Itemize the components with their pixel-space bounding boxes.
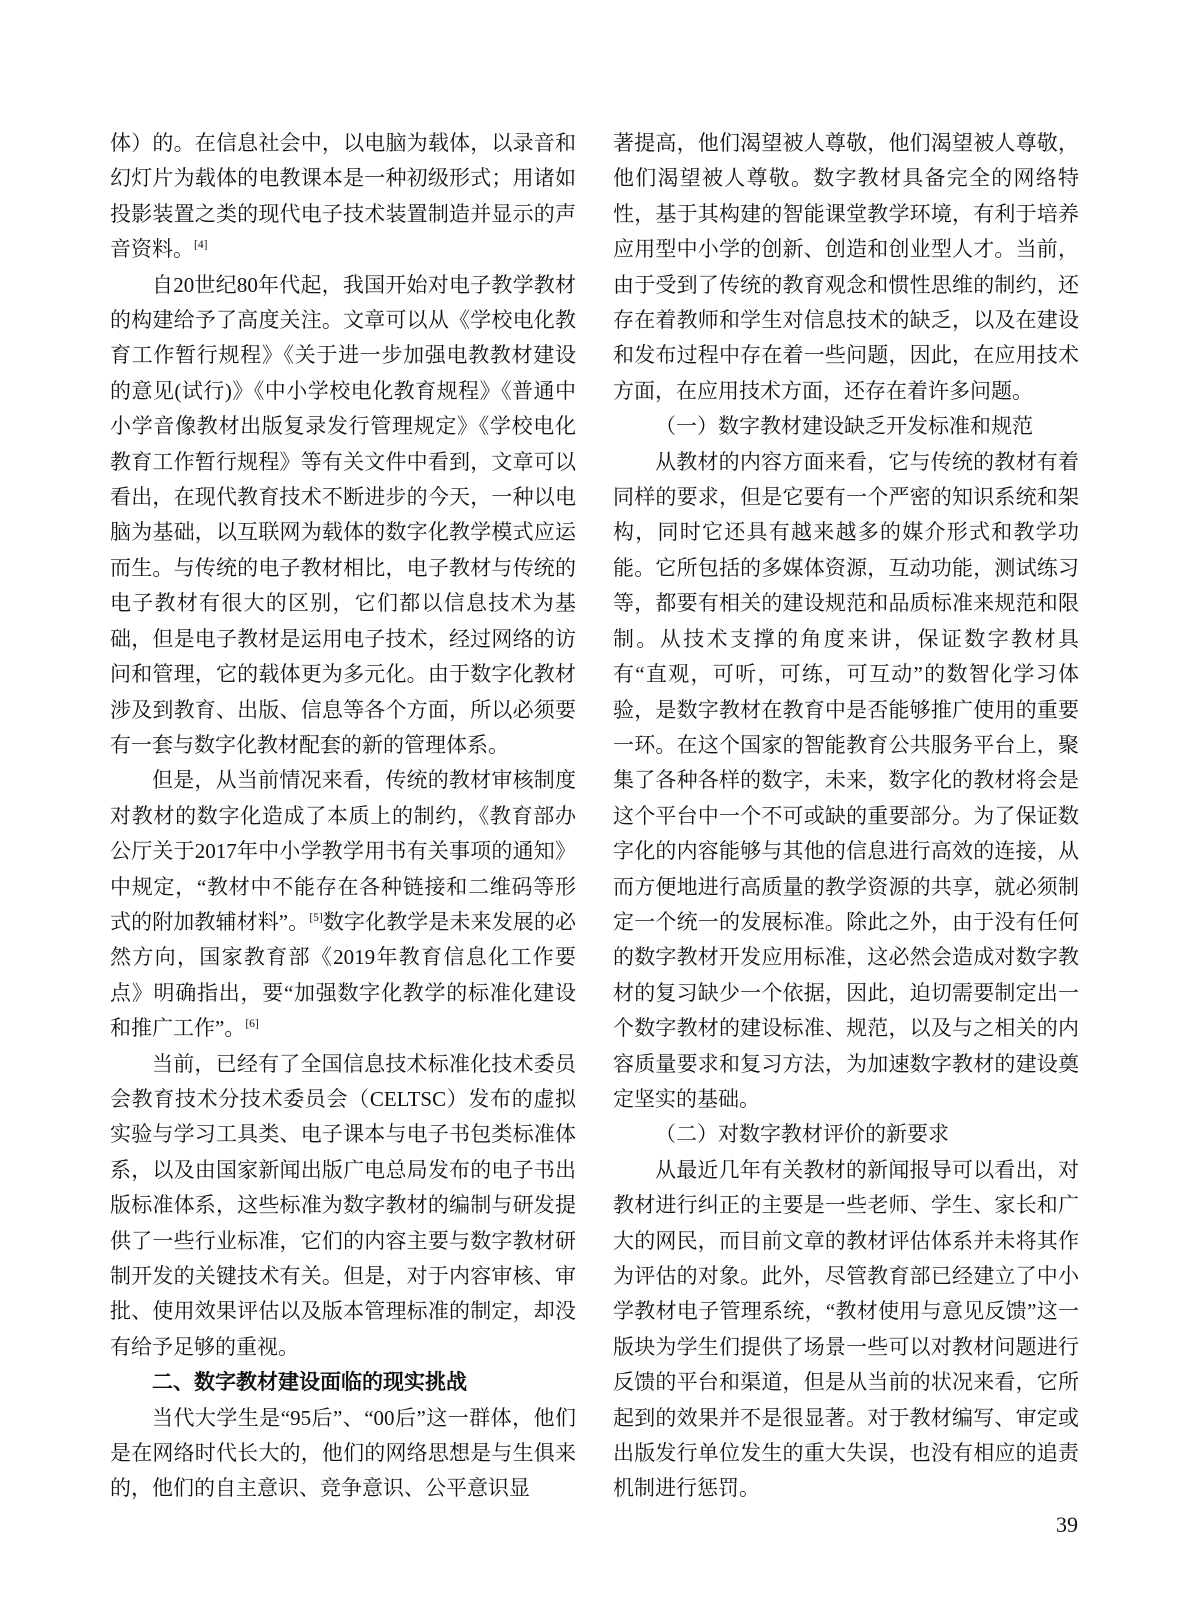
citation-reference: [6] (245, 1018, 259, 1031)
subsection-heading: （一）数字教材建设缺乏开发标准和规范 (655, 414, 1033, 439)
body-paragraph: 从教材的内容方面来看，它与传统的教材有着同样的要求，但是它要有一个严密的知识系统和架构，同时它还具有越来越多的媒介形式和教学功能。它所包括的多媒体资源，互动功能，测试练习等，都要有相关的建设规范和品质标准来规范和限制。从技术支撑的角度来讲，保证数字教材具有“直观，可听，可练，可互动”的数智化学习体验，是数字教材在教育中是否能够推广使用的重要一环。在这个国家的智能教育公共服务平台上，聚集了各种各样的数字，未来，数字化的教材将会是这个平台中一个不可或缺的重要部分。为了保证数字化的内容能够与其他的信息进行高效的连接，从而方便地进行高质量的教学资源的共享，就必须制定一个统一的发展标准。除此之外，由于没有任何的数字教材开发应用标准，这必然会造成对数字教材的复习缺少一个依据，因此，迫切需要制定出一个数字教材的建设标准、规范，以及与之相关的内容质量要求和复习方法，为加速数字教材的建设奠定坚实的基础。 (613, 449, 1079, 1111)
section-heading: 二、数字教材建设面临的现实挑战 (152, 1371, 467, 1395)
body-paragraph: 自20世纪80年代起，我国开始对电子教学教材的构建给予了高度关注。文章可以从《学校电化教育工作暂行规程》《关于进一步加强电教教材建设的意见(试行)》《中小学校电化教育规程》《普通中小学音像教材出版复录发行管理规定》《学校电化教育工作暂行规程》等有关文件中看到，文章可以看出，在现代教育技术不断进步的今天，一种以电脑为基础，以互联网为载体的数字化教学模式应运而生。与传统的电子教材相比，电子教材与传统的电子教材有很大的区别，它们都以信息技术为基础，但是电子教材是运用电子技术，经过网络的访问和管理，它的载体更为多元化。由于数字化教材涉及到教育、出版、信息等各个方面，所以必须要有一套与数字化教材配套的新的管理体系。 (110, 272, 576, 757)
subsection-heading: （二）对数字教材评价的新要求 (655, 1122, 949, 1147)
body-paragraph: 当代大学生是“95后”、“00后”这一群体，他们是在网络时代长大的，他们的网络思想是与生俱来的，他们的自主意识、竞争意识、公平意识显 (110, 1405, 576, 1501)
page-number: 39 (1056, 1512, 1078, 1537)
citation-reference: [4] (194, 239, 208, 252)
left-column (110, 126, 576, 1507)
body-paragraph: 当前，已经有了全国信息技术标准化技术委员会教育技术分技术委员会（CELTSC）发布的虚拟实验与学习工具类、电子课本与电子书包类标准体系，以及由国家新闻出版广电总局发布的电子书出版标准体系，这些标准为数字教材的编制与研发提供了一些行业标准，它们的内容主要与数字教材研制开发的关键技术有关。但是，对于内容审核、审批、使用效果评估以及版本管理标准的制定，却没有给予足够的重视。 (110, 1051, 576, 1359)
body-paragraph: 从最近几年有关教材的新闻报导可以看出，对教材进行纠正的主要是一些老师、学生、家长和广大的网民，而目前文章的教材评估体系并未将其作为评估的对象。此外，尽管教育部已经建立了中小学教材电子管理系统，“教材使用与意见反馈”这一版块为学生们提供了场景一些可以对教材问题进行反馈的平台和渠道，但是从当前的状况来看，它所起到的效果并不是很显著。对于教材编写、审定或出版发行单位发生的重大失误，也没有相应的追责机制进行惩罚。 (613, 1157, 1079, 1501)
right-column (613, 126, 1079, 1507)
body-paragraph: 体）的。在信息社会中，以电脑为载体，以录音和幻灯片为载体的电教课本是一种初级形式；用诸如投影装置之类的现代电子技术装置制造并显示的声音资料。[4] (110, 131, 576, 262)
citation-reference: [5] (309, 911, 323, 924)
body-paragraph: 但是，从当前情况来看，传统的教材审核制度对教材的数字化造成了本质上的制约，《教育部办公厅关于2017年中小学教学用书有关事项的通知》中规定，“教材中不能存在各种链接和二维码等形式的附加教辅材料”。[5]数字化教学是未来发展的必然方向，国家教育部《2019年教育信息化工作要点》明确指出，要“加强数字化教学的标准化建设和推广工作”。[6] (110, 768, 576, 1041)
body-paragraph: 著提高，他们渴望被人尊敬，他们渴望被人尊敬，他们渴望被人尊敬。数字教材具备完全的网络特性，基于其构建的智能课堂教学环境，有利于培养应用型中小学的创新、创造和创业型人才。当前，由于受到了传统的教育观念和惯性思维的制约，还存在着教师和学生对信息技术的缺乏，以及在建设和发布过程中存在着一些问题，因此，在应用技术方面，在应用技术方面，还存在着许多问题。 (613, 131, 1079, 403)
